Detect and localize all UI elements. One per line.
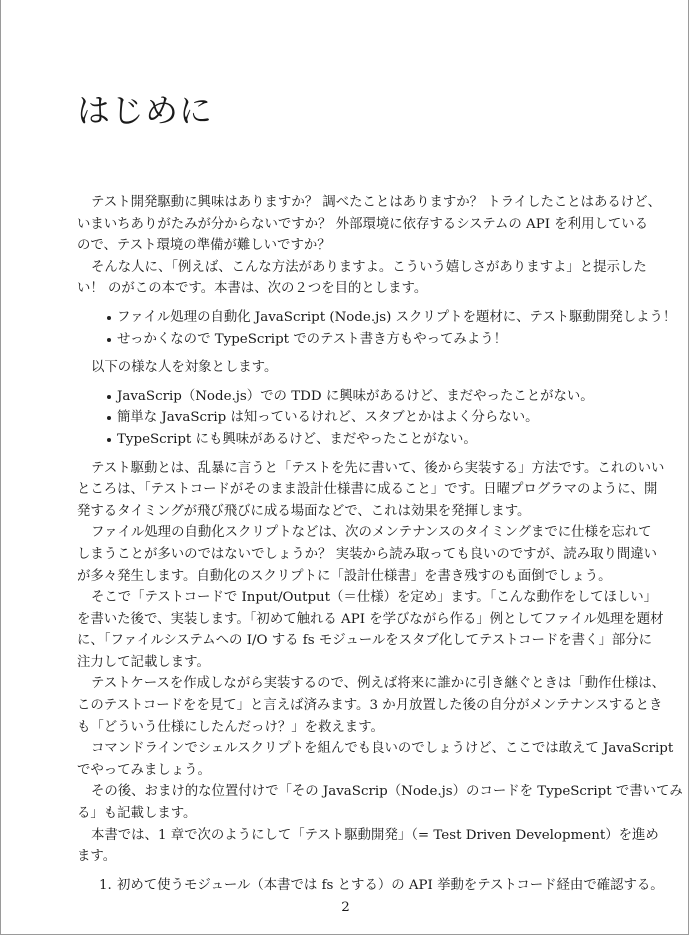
paragraph-line: でやってみましょう。 bbox=[77, 762, 211, 778]
paragraph-line: テスト駆動とは、乱暴に言うと「テストを先に書いて、後から実装する」方法です。これのいい bbox=[91, 460, 665, 476]
paragraph-line: その後、おまけ的な位置付けで「その JavaScrip（Node.js）のコードを TypeScript で書いてみ bbox=[91, 784, 683, 800]
paragraph-line: も「どういう仕様にしたんだっけ？」を救えます。 bbox=[77, 719, 384, 735]
paragraph bbox=[77, 781, 683, 824]
paragraph-line: ます。 bbox=[77, 849, 117, 865]
paragraph bbox=[77, 257, 647, 300]
paragraph-line: を書いた後で、実装します。「初めて触れる API を学びながら作る」例としてファイル処理を題材 bbox=[77, 611, 664, 627]
list-item: JavaScrip（Node.js）での TDD に興味があるけど、まだやったことがない。 bbox=[77, 386, 613, 408]
paragraph-line: テスト開発駆動に興味はありますか？ 調べたことはありますか？ トライしたことはあるけど、 bbox=[91, 195, 661, 210]
list-item-text: 初めて使うモジュール（本書では fs とする）の API 挙動をテストコード経由で確認する。 bbox=[117, 877, 664, 893]
paragraph-line: ところは、「テストコードがそのまま設計仕様書に成ること」です。日曜プログラマのように、開 bbox=[77, 482, 658, 498]
list-number: 1. bbox=[99, 877, 112, 893]
paragraph-line: しまうことが多いのではないでしょうか？ 実装から読み取っても良いのですが、読み取り間違い bbox=[77, 546, 658, 562]
list-item: ファイル処理の自動化 JavaScript (Node.js) スクリプトを題材に、テスト駆動開発しよう！ bbox=[77, 307, 613, 329]
paragraph bbox=[77, 825, 659, 868]
list-item bbox=[77, 875, 664, 897]
document-body bbox=[77, 192, 683, 903]
paragraph bbox=[77, 587, 664, 673]
paragraph-line: 注力して記載します。 bbox=[77, 654, 210, 670]
paragraph-line: い！ のがこの本です。本書は、次の２つを目的とします。 bbox=[77, 281, 428, 297]
paragraph bbox=[77, 458, 665, 523]
paragraph bbox=[77, 522, 658, 587]
paragraph-line: 本書では、1 章で次のようにして「テスト駆動開発」（= Test Driven Development）を進め bbox=[91, 827, 659, 843]
paragraph-line: に、「ファイルシステムへの I/O する fs モジュールをスタブ化してテストコードを書く」部分に bbox=[77, 633, 653, 649]
paragraph-line: ので、テスト環境の準備が難しいですか？ bbox=[77, 238, 331, 254]
audience-list bbox=[77, 386, 613, 451]
list-item: TypeScript にも興味があるけど、まだやったことがない。 bbox=[77, 429, 613, 451]
page-title: はじめに bbox=[77, 91, 213, 130]
paragraph-line: そんな人に、「例えば、こんな方法がありますよ。こういう嬉しさがありますよ」と提示した bbox=[91, 259, 647, 275]
paragraph-line: が多々発生します。自動化のスクリプトに「設計仕様書」を書き残すのも面倒でしょう。 bbox=[77, 568, 612, 584]
goals-list bbox=[77, 307, 677, 350]
paragraph-line: そこで「テストコードで Input/Output（＝仕様）を定め」ます。「こんな動作をしてほしい」 bbox=[91, 590, 658, 606]
paragraph bbox=[77, 192, 661, 257]
list-item: 簡単な JavaScrip は知っているけれど、スタブとかはよく分らない。 bbox=[77, 407, 613, 429]
paragraph bbox=[77, 738, 674, 781]
paragraph-line: 発するタイミングが飛び飛びに成る場面などで、これは効果を発揮します。 bbox=[77, 503, 531, 519]
paragraph-line: コマンドラインでシェルスクリプトを組んでも良いのでしょうけど、ここでは敢えて JavaScript bbox=[91, 741, 674, 757]
paragraph-line: いまいちありがたみが分からないですか？ 外部環境に依存するシステムの API を利用している bbox=[77, 216, 649, 232]
paragraph bbox=[77, 673, 666, 738]
list-item: せっかくなので TypeScript でのテスト書き方もやってみよう！ bbox=[77, 329, 613, 351]
paragraph-line: ファイル処理の自動化スクリプトなどは、次のメンテナンスのタイミングまでに仕様を忘れて bbox=[91, 525, 652, 541]
audience-intro: 以下の様な人を対象とします。 bbox=[91, 360, 278, 376]
paragraph-line: る」も記載します。 bbox=[77, 806, 197, 822]
page-number: 2 bbox=[341, 900, 350, 915]
paragraph-line: このテストコードをを見て」と言えば済みます。3 か月放置した後の自分がメンテナンスするとき bbox=[77, 698, 663, 714]
steps-list bbox=[77, 875, 664, 897]
paragraph-line: テストケースを作成しながら実装するので、例えば将来に誰かに引き継ぐときは「動作仕様は、 bbox=[91, 676, 666, 692]
